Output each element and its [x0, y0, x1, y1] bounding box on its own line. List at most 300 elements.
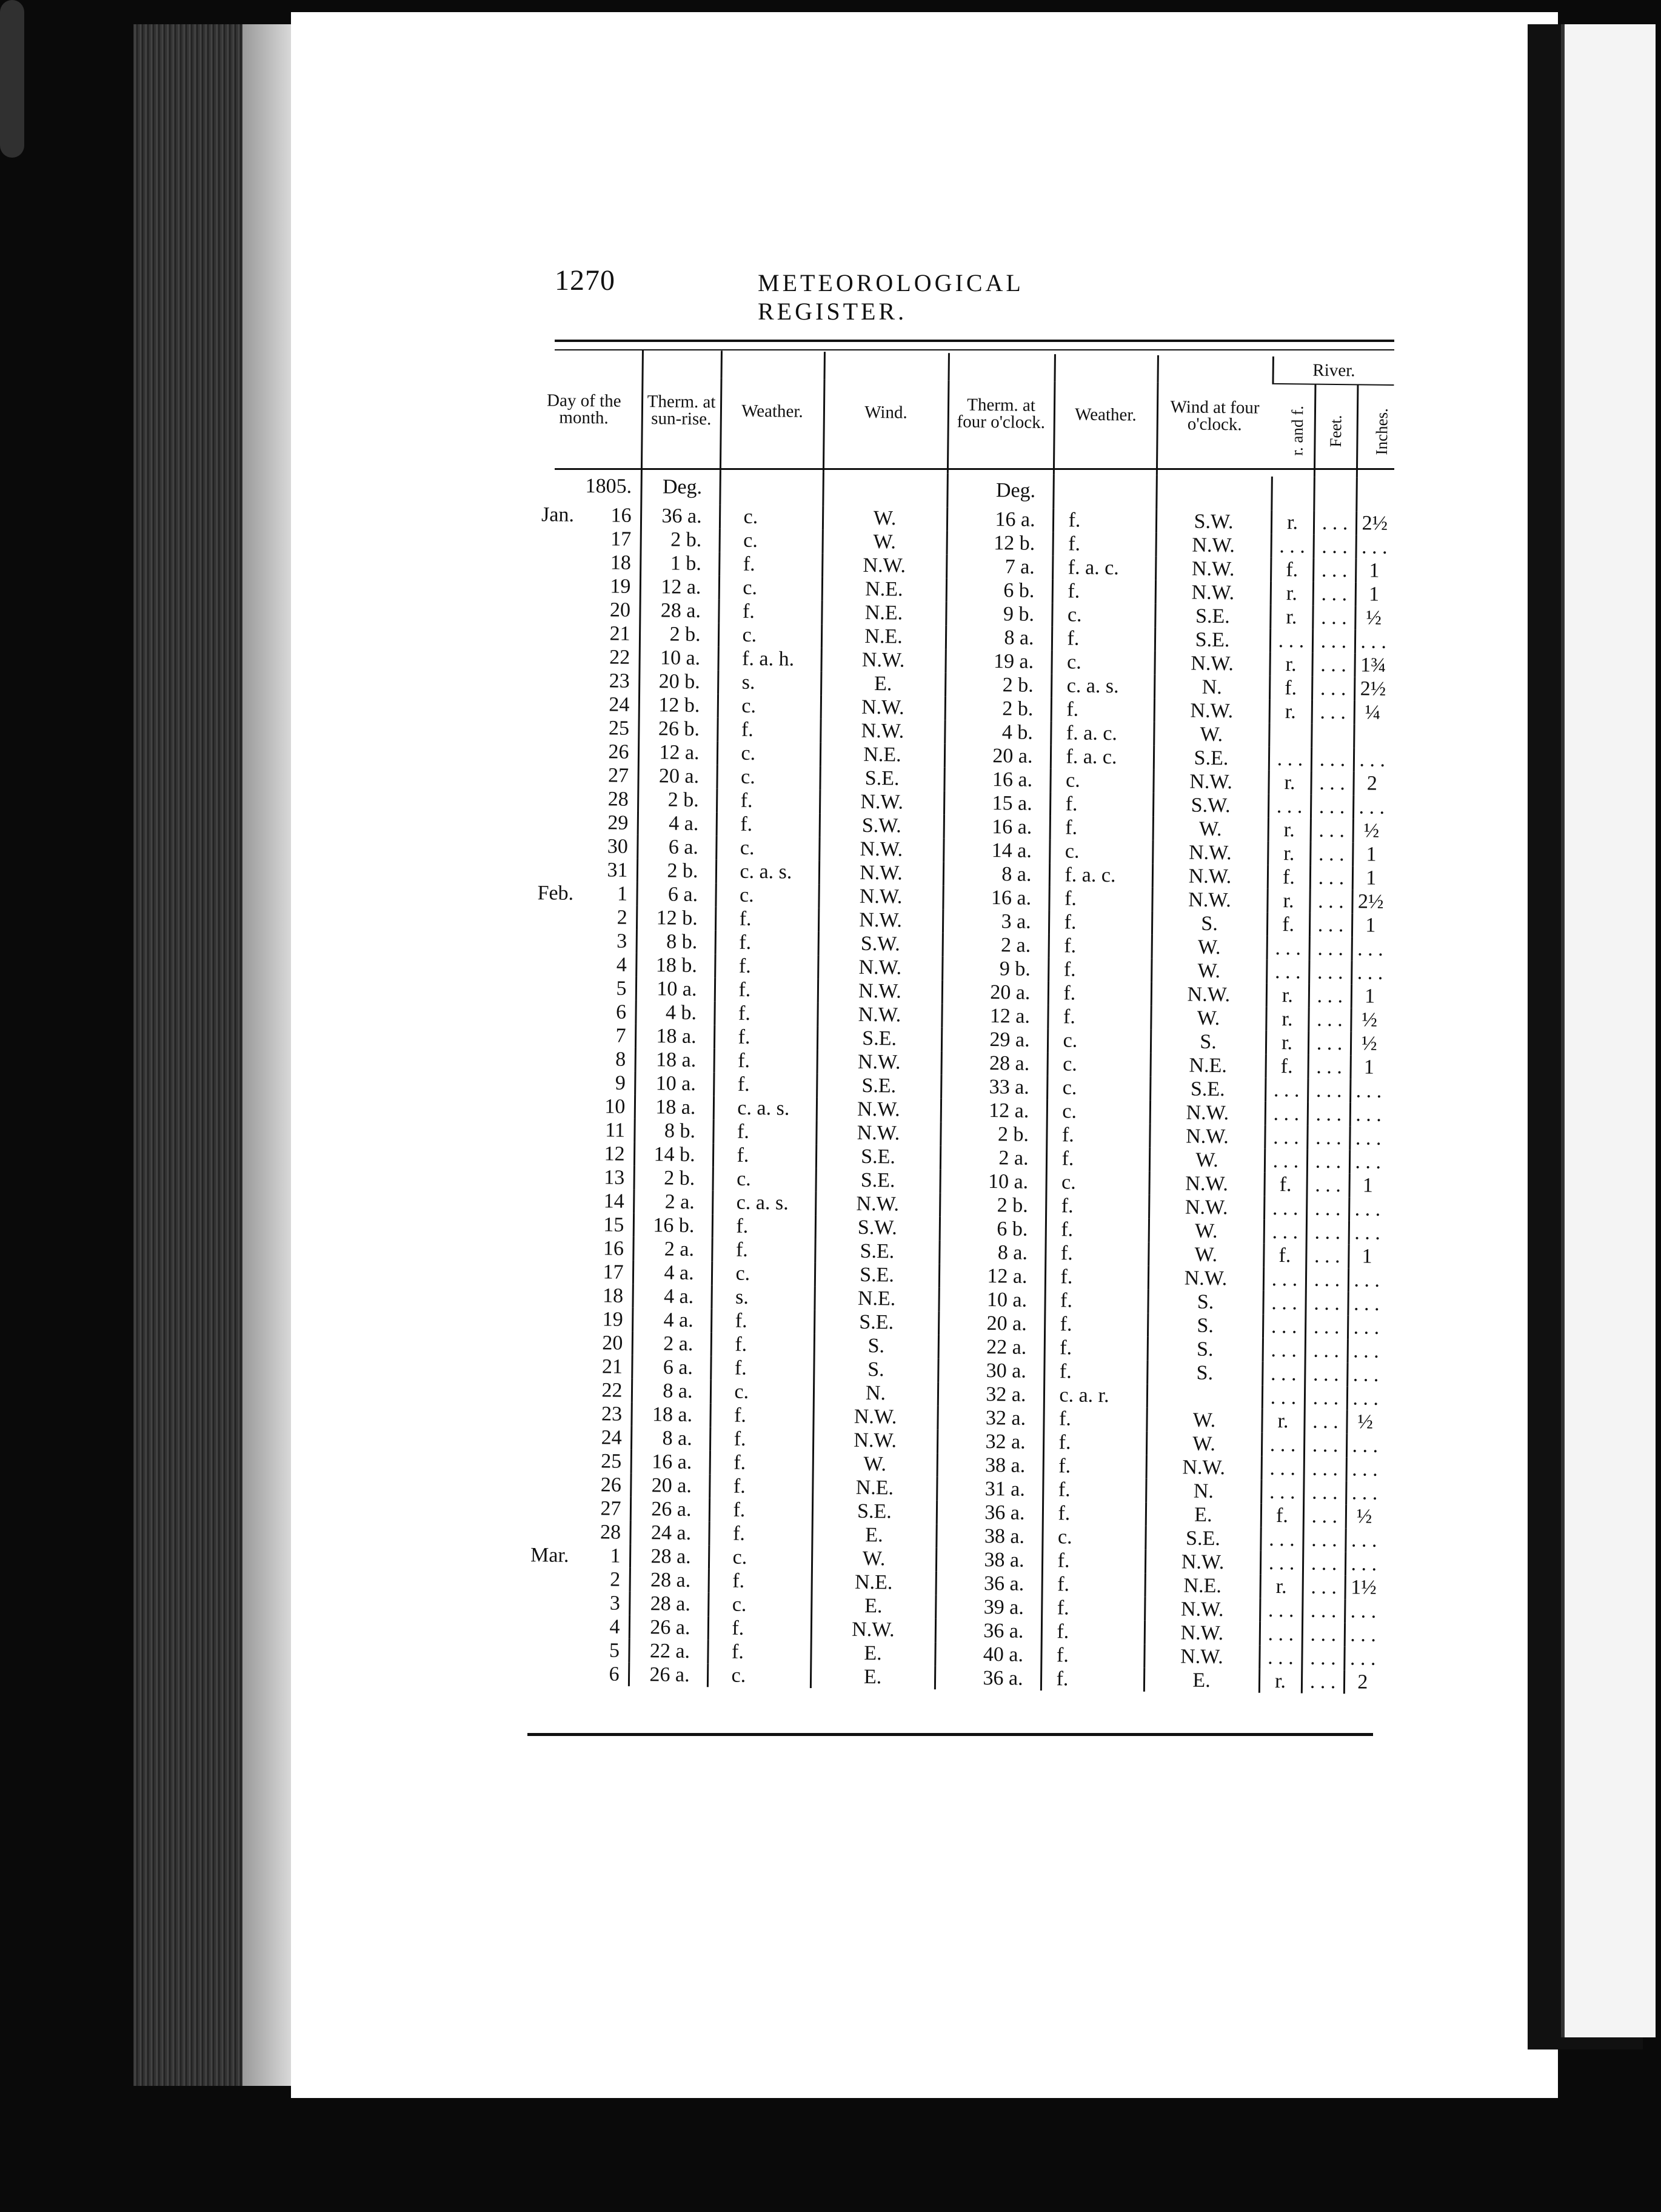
wind-cell: N.W. [813, 1404, 937, 1429]
river-inches-cell: . . . [1349, 1150, 1386, 1174]
weather-cell: f. [708, 1616, 811, 1641]
weather-four-cell: f. [1045, 1265, 1148, 1290]
day-number: 9 [615, 1071, 626, 1094]
river-feet-cell: . . . [1306, 1173, 1349, 1198]
day-cell [525, 574, 640, 598]
river-inches-cell: 2½ [1354, 677, 1391, 701]
river-rf-cell: r. [1259, 1669, 1302, 1694]
weather-four-cell: f. [1046, 1147, 1149, 1171]
therm-sunrise-cell: 2 b. [641, 528, 720, 552]
wind-four-cell: N.W. [1146, 1455, 1262, 1480]
therm-sunrise-cell: 2 a. [633, 1190, 712, 1214]
wind-four-cell: N.W. [1145, 1550, 1260, 1575]
river-feet-cell: . . . [1312, 629, 1355, 654]
weather-cell: c. [720, 528, 823, 553]
day-number: 31 [607, 859, 628, 882]
col-therm-sunrise-header: Therm. at sun-rise. [641, 350, 721, 471]
weather-cell: f. [714, 1001, 817, 1026]
river-inches-cell: . . . [1345, 1528, 1382, 1552]
therm-sunrise-cell: 18 b. [636, 953, 715, 977]
therm-sunrise-cell: 14 b. [634, 1142, 713, 1167]
therm-sunrise-cell: 8 b. [634, 1119, 713, 1143]
river-rf-cell: . . . [1263, 1315, 1305, 1339]
wind-cell: E. [810, 1664, 935, 1689]
wind-cell: S. [814, 1357, 938, 1382]
therm-four-cell: 9 b. [942, 956, 1048, 981]
river-rf-cell: . . . [1263, 1291, 1305, 1315]
therm-sunrise-cell: 2 b. [640, 622, 718, 646]
river-rf-cell: . . . [1269, 747, 1311, 771]
day-number: 15 [603, 1213, 624, 1236]
river-feet-cell: . . . [1302, 1646, 1344, 1670]
river-inches-cell: . . . [1349, 1126, 1386, 1150]
therm-sunrise-cell: 2 b. [638, 788, 717, 812]
day-cell [518, 1165, 633, 1190]
day-cell [526, 503, 641, 528]
col-river-inches-header [1357, 384, 1394, 478]
day-number: 19 [602, 1308, 623, 1331]
weather-cell: f. [709, 1474, 812, 1499]
river-rf-cell: . . . [1265, 1125, 1307, 1150]
therm-sunrise-cell: 20 a. [630, 1473, 709, 1498]
therm-four-cell: 14 a. [943, 838, 1049, 863]
river-inches-cell: 2½ [1352, 890, 1388, 914]
day-cell [518, 1236, 633, 1261]
wind-four-cell: S.W. [1153, 793, 1268, 818]
month-label: Jan. [541, 503, 575, 526]
col-wind-header: Wind. [823, 352, 949, 473]
therm-sunrise-cell: 12 a. [638, 740, 717, 765]
day-cell [515, 1496, 630, 1521]
river-inches-cell: 1 [1355, 582, 1392, 606]
weather-four-cell: f. [1049, 886, 1152, 911]
weather-four-cell: f. [1041, 1667, 1144, 1692]
river-feet-cell: . . . [1310, 842, 1352, 866]
wind-four-cell: N.W. [1152, 888, 1267, 913]
river-feet-cell: . . . [1303, 1481, 1346, 1505]
day-number: 6 [615, 1000, 627, 1024]
wind-cell: N.W. [815, 1191, 940, 1216]
day-number: 18 [602, 1284, 624, 1307]
river-feet-cell: . . . [1305, 1292, 1348, 1316]
river-rf-cell: r. [1262, 1409, 1304, 1433]
wind-cell: S.E. [815, 1168, 940, 1193]
therm-four-cell: 16 a. [943, 885, 1049, 910]
wind-four-cell: W. [1146, 1432, 1262, 1456]
river-rf-cell: . . . [1268, 794, 1311, 819]
river-feet-cell: . . . [1309, 913, 1352, 937]
weather-four-cell: f. [1048, 957, 1151, 982]
river-feet-cell: . . . [1303, 1504, 1346, 1529]
wind-cell: W. [823, 506, 947, 531]
river-inches-cell: 2 [1344, 1670, 1380, 1694]
col-weather-four-header: Weather. [1054, 354, 1158, 475]
therm-four-cell: 8 a. [946, 625, 1052, 650]
day-number: 27 [600, 1497, 621, 1520]
wind-four-cell: N.W. [1145, 1597, 1260, 1622]
therm-sunrise-cell: 10 a. [639, 646, 718, 670]
day-cell [515, 1567, 630, 1592]
day-cell [518, 1259, 633, 1284]
day-cell [515, 1520, 630, 1544]
river-inches-cell: . . . [1345, 1599, 1381, 1623]
weather-cell: c. [710, 1379, 814, 1404]
river-feet-cell: . . . [1310, 866, 1352, 890]
weather-four-cell: c. [1048, 1028, 1151, 1053]
wind-four-cell: N.W. [1154, 699, 1269, 723]
weather-cell: c. [717, 765, 820, 789]
therm-four-cell: 30 a. [938, 1358, 1044, 1383]
day-cell [518, 1188, 633, 1213]
day-number: 20 [602, 1332, 623, 1355]
therm-four-cell: 2 a. [940, 1145, 1046, 1170]
wind-cell: S.E. [816, 1144, 940, 1169]
weather-four-cell: f. [1043, 1407, 1146, 1432]
col-river-group-header: River. [1272, 357, 1394, 385]
day-cell [514, 1590, 629, 1615]
therm-four-cell: 16 a. [944, 814, 1050, 839]
day-number: 17 [610, 528, 632, 551]
therm-four-cell: 28 a. [941, 1051, 1048, 1076]
river-feet-cell: . . . [1308, 1008, 1351, 1032]
therm-sunrise-cell: 10 a. [635, 1071, 714, 1096]
day-number: 21 [609, 622, 630, 645]
therm-four-cell: 2 b. [945, 672, 1051, 697]
page-number: 1270 [555, 264, 615, 297]
wind-cell: S.E. [815, 1262, 939, 1287]
river-rf-cell: r. [1268, 842, 1310, 866]
weather-four-cell: f. a. c. [1051, 721, 1154, 746]
therm-four-cell: 6 b. [940, 1216, 1046, 1241]
river-inches-cell: 1 [1350, 1055, 1386, 1079]
river-feet-cell: . . . [1308, 1102, 1350, 1127]
day-cell [521, 976, 636, 1000]
therm-four-cell: 8 a. [943, 862, 1049, 886]
river-inches-cell: 1¾ [1354, 653, 1391, 677]
table-header [526, 349, 1394, 478]
river-inches-label: Inches. [1372, 407, 1391, 455]
river-inches-cell: . . . [1350, 1102, 1386, 1127]
therm-sunrise-cell: 22 a. [629, 1639, 707, 1663]
therm-sunrise-cell: 26 b. [638, 717, 717, 741]
weather-cell: f. [713, 1143, 816, 1168]
river-feet-cell: . . . [1306, 1244, 1348, 1269]
river-inches-cell: . . . [1348, 1268, 1385, 1292]
running-title: METEOROLOGICAL REGISTER. [758, 269, 1023, 325]
day-number: 3 [617, 930, 627, 953]
weather-cell: f. [709, 1569, 812, 1594]
wind-cell: S.E. [820, 766, 944, 791]
therm-sunrise-cell: 4 a. [632, 1284, 711, 1309]
weather-cell: f. a. h. [718, 646, 821, 671]
day-cell [516, 1378, 632, 1403]
wind-cell: N.W. [813, 1428, 937, 1453]
weather-four-cell: c. a. r. [1044, 1383, 1147, 1408]
day-cell [517, 1307, 632, 1332]
wind-four-cell: N.W. [1153, 769, 1268, 794]
therm-four-cell: 8 a. [939, 1240, 1045, 1265]
river-inches-cell: . . . [1346, 1433, 1383, 1458]
weather-four-cell: c. [1047, 1099, 1150, 1124]
wind-four-cell: N.W. [1150, 1101, 1265, 1125]
weather-cell: f. [710, 1403, 813, 1428]
river-inches-cell: 1½ [1345, 1575, 1381, 1600]
day-cell [523, 716, 638, 740]
day-number: 16 [603, 1237, 624, 1260]
day-number: 1 [610, 1544, 621, 1567]
day-number: 12 [604, 1142, 625, 1165]
weather-four-cell: f. [1053, 508, 1156, 533]
weather-four-cell: f. [1050, 816, 1153, 840]
weather-cell: f. [717, 788, 820, 813]
river-inches-cell: 1 [1352, 866, 1389, 890]
wind-cell: N.E. [812, 1475, 937, 1500]
therm-four-cell: 38 a. [937, 1453, 1043, 1478]
day-number: 27 [607, 764, 629, 787]
river-feet-cell: . . . [1309, 984, 1351, 1008]
river-feet-cell: . . . [1308, 1031, 1351, 1056]
day-cell [524, 645, 639, 669]
weather-cell: s. [718, 670, 821, 695]
therm-four-cell: 16 a. [947, 507, 1053, 532]
page-header [555, 264, 1179, 325]
therm-four-cell: 36 a. [935, 1666, 1041, 1691]
day-number: 5 [609, 1639, 620, 1662]
therm-four-cell: 36 a. [935, 1618, 1041, 1643]
river-feet-cell: . . . [1306, 1268, 1348, 1292]
river-inches-cell: . . . [1355, 629, 1391, 654]
therm-four-cell: 20 a. [944, 743, 1051, 768]
river-feet-cell: . . . [1303, 1552, 1345, 1576]
wind-cell: E. [810, 1641, 935, 1666]
therm-sunrise-cell: 2 b. [637, 859, 716, 883]
river-inches-cell: . . . [1351, 960, 1388, 985]
weather-cell: f. [713, 1119, 816, 1144]
weather-four-cell: f. [1042, 1572, 1145, 1597]
wind-four-cell: S.E. [1155, 604, 1270, 629]
wind-cell: S.E. [812, 1499, 937, 1524]
day-number: 19 [610, 575, 631, 598]
weather-cell: c. [718, 694, 821, 719]
therm-four-cell: 3 a. [943, 909, 1049, 934]
therm-four-cell: 32 a. [937, 1406, 1043, 1430]
river-feet-cell: . . . [1309, 890, 1352, 914]
river-feet-cell: . . . [1305, 1386, 1347, 1410]
therm-sunrise-cell: 18 a. [635, 1048, 714, 1072]
wind-cell: N.E. [821, 600, 946, 625]
day-cell [520, 1023, 635, 1048]
wind-four-cell: N.W. [1152, 840, 1268, 865]
river-rf-cell: . . . [1261, 1480, 1303, 1504]
river-feet-cell: . . . [1303, 1528, 1345, 1552]
weather-four-cell: f. [1044, 1289, 1148, 1313]
weather-four-cell: c. [1046, 1170, 1149, 1195]
weather-cell: f. [717, 812, 820, 837]
col-river-feet-header [1314, 384, 1358, 478]
river-feet-cell: . . . [1302, 1575, 1345, 1600]
col-therm-four-header: Therm. at four o'clock. [947, 353, 1055, 474]
table-body [513, 469, 1393, 1694]
river-rf-cell: . . . [1262, 1433, 1304, 1457]
river-rf-cell: f. [1263, 1244, 1306, 1268]
day-number: 4 [609, 1615, 620, 1638]
river-feet-cell: . . . [1306, 1197, 1349, 1221]
wind-four-cell [1147, 1384, 1262, 1409]
wind-four-cell: N.W. [1152, 864, 1268, 889]
river-feet-cell: . . . [1305, 1339, 1348, 1363]
weather-cell: f. [711, 1332, 814, 1357]
river-feet-cell: . . . [1312, 700, 1354, 725]
river-rf-cell: r. [1269, 652, 1312, 677]
weather-cell: f. [718, 599, 821, 624]
river-feet-cell: . . . [1311, 795, 1353, 819]
therm-sunrise-cell: 24 a. [630, 1521, 709, 1545]
river-rf-cell: f. [1261, 1504, 1303, 1528]
day-number: 10 [604, 1095, 626, 1118]
weather-four-cell: c. a. s. [1051, 674, 1154, 699]
therm-four-cell: 12 b. [946, 531, 1052, 555]
weather-four-cell: f. [1043, 1454, 1146, 1479]
river-inches-cell: . . . [1345, 1552, 1382, 1576]
river-inches-cell: ½ [1355, 606, 1391, 630]
river-feet-cell: . . . [1308, 1055, 1350, 1079]
weather-cell: f. [710, 1450, 813, 1475]
river-rf-cell: r. [1271, 511, 1314, 535]
weather-four-cell: f. [1042, 1549, 1145, 1574]
wind-four-cell: N.W. [1148, 1266, 1263, 1291]
weather-cell: c. [716, 836, 819, 860]
day-cell [523, 786, 638, 811]
wind-four-cell: N.W. [1149, 1171, 1264, 1196]
therm-sunrise-cell: 2 a. [632, 1332, 711, 1356]
river-inches-cell: ½ [1346, 1410, 1383, 1434]
wind-four-cell: W. [1151, 1006, 1266, 1031]
river-inches-cell: ½ [1351, 1008, 1387, 1032]
therm-four-cell: 20 a. [942, 980, 1048, 1005]
therm-sunrise-cell: 6 a. [632, 1355, 710, 1379]
day-cell [515, 1543, 630, 1568]
day-number: 28 [600, 1521, 621, 1544]
river-feet-cell: . . . [1311, 819, 1353, 843]
river-rf-cell: r. [1268, 818, 1311, 842]
river-rf-cell: r. [1266, 1031, 1308, 1055]
river-rf-cell: . . . [1262, 1456, 1304, 1481]
therm-four-cell: 29 a. [941, 1027, 1048, 1052]
river-feet-cell [1311, 724, 1354, 748]
therm-four-cell: 6 b. [946, 578, 1052, 603]
wind-cell: W. [822, 529, 946, 554]
therm-four-cell: 31 a. [937, 1476, 1043, 1501]
weather-four-cell: f. [1052, 579, 1155, 604]
day-number: 28 [607, 788, 629, 811]
river-rf-cell: . . . [1264, 1196, 1306, 1221]
river-feet-cell: . . . [1302, 1622, 1345, 1646]
river-rf-cell: r. [1266, 984, 1309, 1008]
river-rf-cell: . . . [1264, 1220, 1306, 1244]
river-rf-cell: r. [1270, 605, 1312, 629]
river-rf-cell [1269, 723, 1311, 748]
river-feet-cell: . . . [1313, 535, 1355, 559]
day-cell [516, 1401, 631, 1426]
wind-four-cell: W. [1149, 1148, 1265, 1173]
day-cell [515, 1472, 630, 1497]
therm-four-cell: 2 b. [940, 1122, 1046, 1147]
weather-cell: c. a. s. [712, 1190, 815, 1215]
wind-cell: S.E. [815, 1239, 939, 1264]
river-feet-cell: . . . [1309, 937, 1352, 961]
day-cell [525, 550, 640, 575]
river-rf-cell: f. [1267, 913, 1309, 937]
therm-sunrise-cell: 28 a. [630, 1544, 709, 1569]
day-cell [519, 1118, 634, 1142]
facing-page-edge [1561, 24, 1656, 2037]
wind-four-cell: S. [1148, 1337, 1263, 1362]
therm-four-cell: 12 a. [939, 1264, 1045, 1289]
river-feet-cell: . . . [1304, 1457, 1346, 1481]
therm-four-cell: 2 b. [940, 1193, 1046, 1218]
meteorological-register-table [513, 349, 1394, 1694]
therm-sunrise-cell: 2 b. [633, 1166, 712, 1190]
wind-four-cell: N.W. [1155, 533, 1271, 558]
wind-four-cell: N.E. [1145, 1574, 1260, 1598]
therm-sunrise-cell: 18 a. [635, 1024, 714, 1048]
day-number: 23 [601, 1403, 623, 1426]
day-number: 25 [601, 1450, 622, 1473]
therm-sunrise-cell: 12 b. [637, 906, 715, 930]
river-inches-cell: 1 [1351, 984, 1388, 1008]
river-inches-cell: . . . [1349, 1221, 1385, 1245]
wind-cell: N.E. [822, 577, 946, 602]
therm-sunrise-cell: 4 a. [632, 1308, 711, 1332]
weather-cell: c. [712, 1261, 815, 1286]
wind-four-cell: N.W. [1144, 1644, 1259, 1669]
therm-sunrise-cell: 12 b. [639, 693, 718, 717]
therm-sunrise-cell: 10 a. [636, 977, 715, 1001]
day-number: 7 [615, 1024, 626, 1047]
wind-cell: N.W. [818, 979, 942, 1004]
weather-cell: c. a. s. [716, 859, 819, 884]
wind-four-cell: S. [1151, 1030, 1266, 1054]
river-feet-cell: . . . [1307, 1150, 1349, 1174]
weather-cell: c. [715, 883, 818, 908]
wind-four-cell: N.W. [1151, 982, 1266, 1007]
therm-four-cell: 15 a. [944, 791, 1050, 816]
weather-cell: f. [711, 1309, 814, 1333]
wind-four-cell: S.E. [1154, 746, 1269, 771]
river-rf-cell: . . . [1270, 629, 1312, 653]
wind-cell: S.E. [814, 1310, 938, 1335]
wind-cell: N.W. [821, 695, 945, 720]
col-wind-four-header: Wind at four o'clock. [1157, 355, 1273, 477]
weather-cell: f. [715, 907, 818, 931]
day-number: 3 [609, 1592, 621, 1615]
weather-four-cell: f. [1048, 1005, 1151, 1030]
river-rf-cell: . . . [1260, 1551, 1303, 1575]
day-cell [523, 739, 638, 764]
weather-four-cell: f. [1044, 1359, 1147, 1384]
weather-four-cell: f. [1043, 1501, 1146, 1526]
wind-cell: N.W. [818, 955, 942, 980]
wind-four-cell: E. [1146, 1503, 1261, 1527]
weather-cell: f. [714, 1025, 817, 1050]
therm-four-cell: 32 a. [938, 1382, 1044, 1407]
therm-sunrise-cell: 2 a. [633, 1237, 712, 1261]
weather-cell: f. [710, 1427, 813, 1452]
col-river-rf-header [1272, 384, 1315, 477]
therm-sunrise-cell: 26 a. [629, 1663, 707, 1687]
wind-cell: W. [813, 1452, 937, 1476]
river-rf-cell: . . . [1265, 1149, 1307, 1173]
